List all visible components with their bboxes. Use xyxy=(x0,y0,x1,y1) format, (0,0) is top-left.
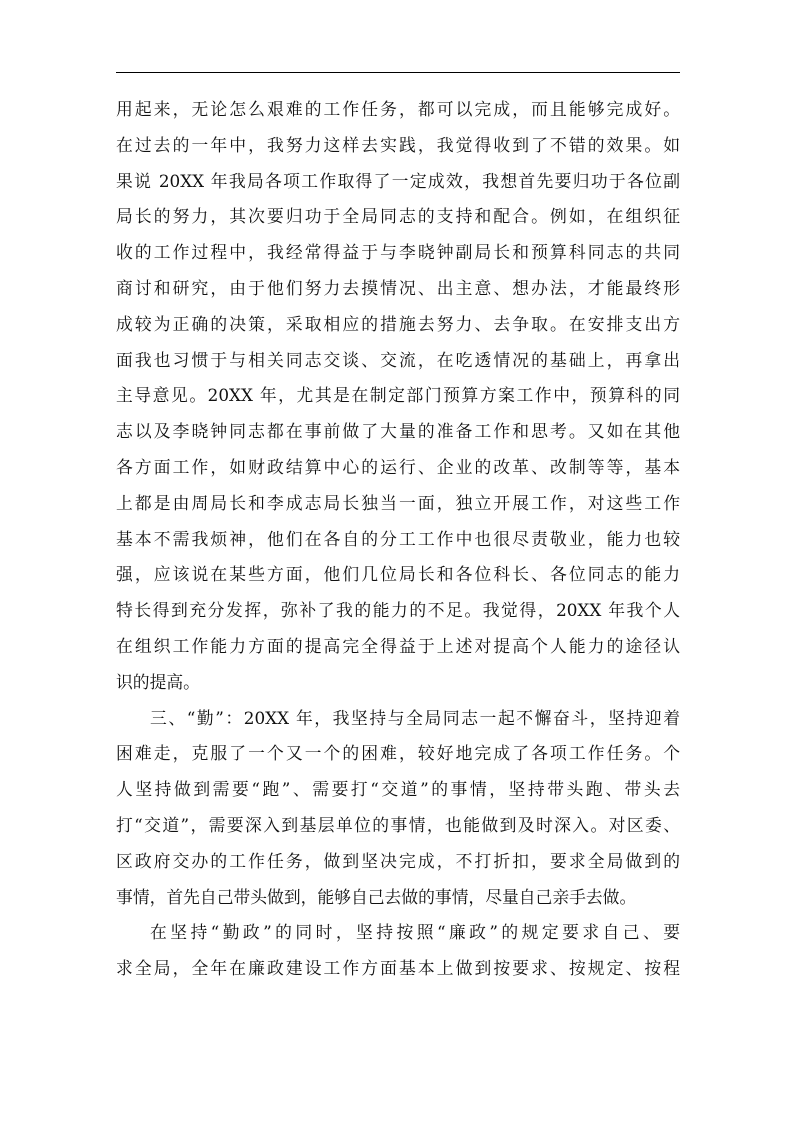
text-line: 上都是由周局长和李成志局长独当一面，独立开展工作，对这些工作 xyxy=(116,492,680,513)
text-line: 事情，首先自己带头做到，能够自己去做的事情，尽量自己亲手去做。 xyxy=(116,886,637,907)
text-line: 人坚持做到需要“跑”、需要打“交道”的事情，坚持带头跑、带头去 xyxy=(116,779,680,800)
text-line: 识的提高。 xyxy=(116,671,200,692)
text-line: 用起来，无论怎么艰难的工作任务，都可以完成，而且能够完成好。 xyxy=(116,99,680,119)
text-line: 区政府交办的工作任务，做到坚决完成，不打折扣，要求全局做到的 xyxy=(116,850,680,871)
text-line: 在坚持“勤政”的同时，坚持按照“廉政”的规定要求自己、要 xyxy=(150,922,680,943)
text-line: 商讨和研究，由于他们努力去摸情况、出主意、想办法，才能最终形 xyxy=(116,277,680,298)
text-line: 困难走，克服了一个又一个的困难，较好地完成了各项工作任务。个 xyxy=(116,743,680,764)
text-line: 局长的努力，其次要归功于全局同志的支持和配合。例如，在组织征 xyxy=(116,206,680,227)
text-line: 在组织工作能力方面的提高完全得益于上述对提高个人能力的途径认 xyxy=(116,635,680,656)
text-line: 三、“勤”：20XX 年，我坚持与全局同志一起不懈奋斗，坚持迎着 xyxy=(150,707,680,728)
text-line: 特长得到充分发挥，弥补了我的能力的不足。我觉得，20XX 年我个人 xyxy=(116,600,680,621)
text-line: 求全局，全年在廉政建设工作方面基本上做到按要求、按规定、按程 xyxy=(116,958,680,979)
body-text xyxy=(116,92,680,987)
text-line: 成较为正确的决策，采取相应的措施去努力、去争取。在安排支出方 xyxy=(116,313,680,334)
text-line: 面我也习惯于与相关同志交谈、交流，在吃透情况的基础上，再拿出 xyxy=(116,349,680,370)
text-line: 果说 20XX 年我局各项工作取得了一定成效，我想首先要归功于各位副 xyxy=(116,170,680,191)
text-line: 基本不需我烦神，他们在各自的分工工作中也很尽责敬业，能力也较 xyxy=(116,528,680,549)
text-line: 志以及李晓钟同志都在事前做了大量的准备工作和思考。又如在其他 xyxy=(116,421,680,442)
text-line: 强，应该说在某些方面，他们几位局长和各位科长、各位同志的能力 xyxy=(116,564,680,585)
text-line: 主导意见。20XX 年，尤其是在制定部门预算方案工作中，预算科的同 xyxy=(116,385,680,406)
text-line: 各方面工作，如财政结算中心的运行、企业的改革、改制等等，基本 xyxy=(116,456,680,477)
text-line: 在过去的一年中，我努力这样去实践，我觉得收到了不错的效果。如 xyxy=(116,134,680,155)
header-rule xyxy=(116,72,680,73)
text-line: 收的工作过程中，我经常得益于与李晓钟副局长和预算科同志的共同 xyxy=(116,242,680,263)
text-line: 打“交道”，需要深入到基层单位的事情，也能做到及时深入。对区委、 xyxy=(116,814,680,835)
